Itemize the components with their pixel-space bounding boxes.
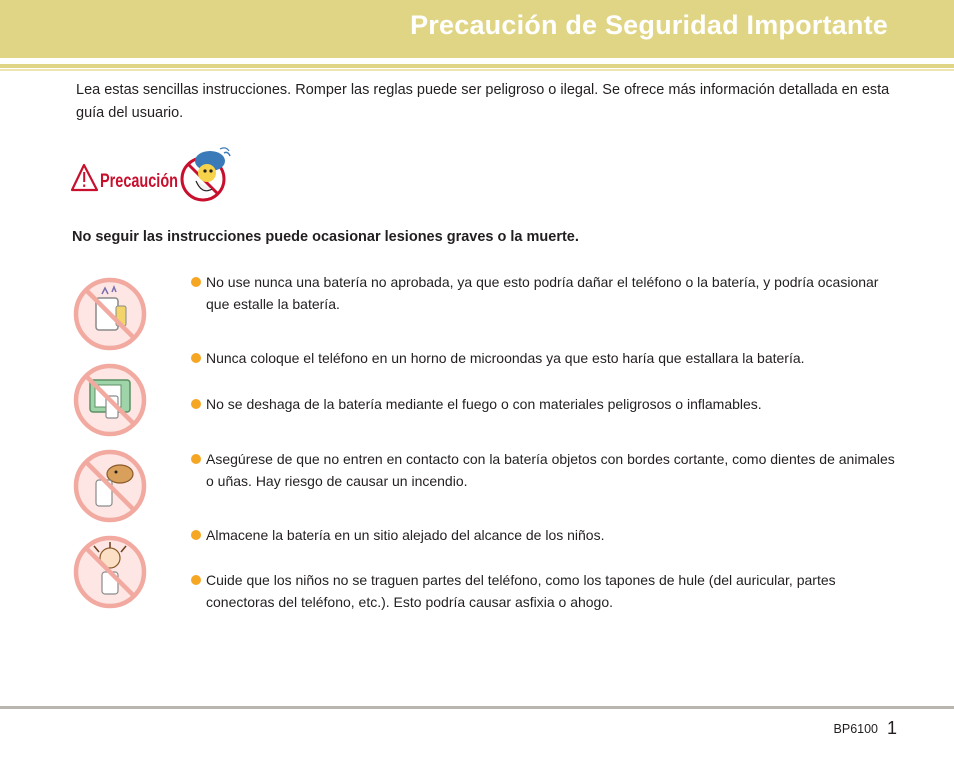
bullet-icon — [191, 353, 201, 363]
list-item — [191, 393, 901, 415]
list-item-text: Cuide que los niños no se traguen partes del teléfono, como los tapones de hule (del auricular, partes conectoras del teléfono, etc.). Esto podría causar asfixia o ahogo. — [206, 572, 836, 610]
list-item — [191, 448, 901, 492]
header-rule — [0, 64, 954, 68]
warning-triangle-icon — [72, 165, 97, 190]
bullet-icon — [191, 530, 201, 540]
list-item-text: Almacene la batería en un sitio alejado del alcance de los niños. — [206, 527, 605, 543]
page-number: 1 — [886, 718, 897, 738]
list-item-text: Asegúrese de que no entren en contacto con la batería objetos con bordes cortante, como dientes de animales o uñas. Hay riesgo de causar un incendio. — [206, 451, 895, 489]
no-unapproved-battery-icon — [72, 276, 148, 352]
page-title: Precaución de Seguridad Importante — [410, 10, 888, 40]
keep-from-children-icon — [72, 534, 148, 610]
header-rule-secondary — [0, 69, 954, 71]
bullet-icon — [191, 454, 201, 464]
no-microwave-icon — [72, 362, 148, 438]
bullet-icon — [191, 277, 201, 287]
model-number: BP6100 — [833, 722, 878, 736]
footer-rule — [0, 706, 954, 709]
list-item-text: No se deshaga de la batería mediante el fuego o con materiales peligrosos o inflamables. — [206, 396, 762, 412]
warning-statement: No seguir las instrucciones puede ocasionar lesiones graves o la muerte. — [72, 229, 579, 245]
no-animal-bite-icon — [72, 448, 148, 524]
bullet-icon — [191, 575, 201, 585]
list-item — [191, 271, 901, 315]
list-item — [191, 569, 901, 613]
caution-label: Precaución — [100, 171, 178, 192]
list-item — [191, 524, 901, 546]
header-band — [0, 0, 954, 58]
intro-paragraph: Lea estas sencillas instrucciones. Romper las reglas puede ser peligroso o ilegal. Se ofrece más información detallada en esta guía del usuario. — [76, 82, 890, 121]
list-item-text: No use nunca una batería no aprobada, ya que esto podría dañar el teléfono o la batería, y podría ocasionar que estalle la batería. — [206, 274, 879, 312]
caution-mascot-icon — [182, 148, 230, 200]
caution-badge — [70, 143, 240, 205]
list-item — [191, 347, 901, 369]
bullet-icon — [191, 399, 201, 409]
list-item-text: Nunca coloque el teléfono en un horno de microondas ya que esto haría que estallara la batería. — [206, 350, 805, 366]
